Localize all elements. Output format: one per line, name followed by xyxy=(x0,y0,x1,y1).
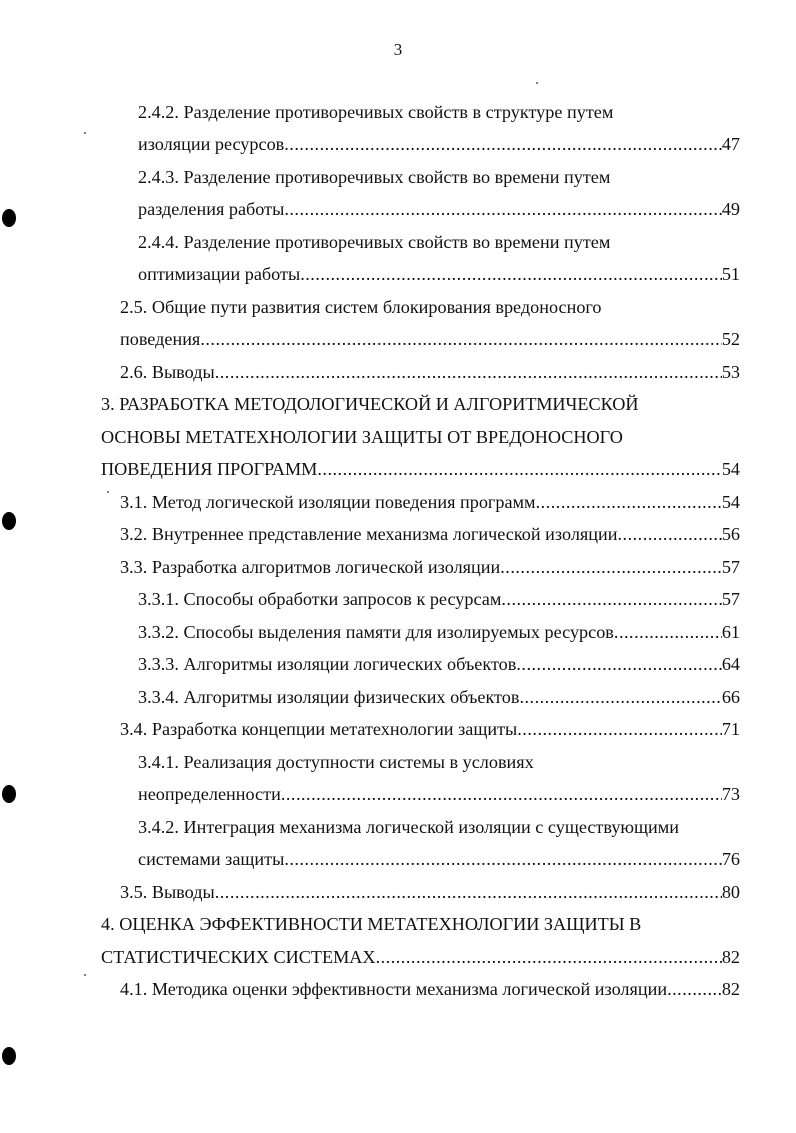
toc-leader-dots xyxy=(501,585,721,613)
toc-entry-3-5 xyxy=(120,878,740,906)
toc-leader-dots xyxy=(284,130,722,158)
toc-leader-dots xyxy=(517,715,722,743)
toc-leader-dots xyxy=(614,618,722,646)
toc-chapter-3 xyxy=(101,390,639,418)
toc-entry-title: 3.3.4. Алгоритмы изоляции физических объектов xyxy=(138,687,520,707)
scan-speck xyxy=(84,132,86,134)
toc-entry-3-2 xyxy=(120,520,740,548)
toc-entry-2-4-4 xyxy=(138,228,610,256)
hole-punch-mark xyxy=(2,1047,16,1065)
toc-leader-dots xyxy=(500,553,722,581)
toc-entry-page: 57 xyxy=(721,557,740,577)
toc-entry-title: ПОВЕДЕНИЯ ПРОГРАММ xyxy=(101,459,318,479)
toc-entry-page: 82 xyxy=(721,979,740,999)
scan-speck xyxy=(107,491,109,493)
toc-entry-title: неопределенности xyxy=(138,784,281,804)
toc-entry-3-4-1 xyxy=(138,748,534,776)
toc-leader-dots xyxy=(215,358,722,386)
toc-entry-page: 64 xyxy=(721,654,740,674)
toc-entry-title: 3.4.1. Реализация доступности системы в условиях xyxy=(138,752,534,772)
toc-entry-title: системами защиты xyxy=(138,849,285,869)
toc-entry-title: СТАТИСТИЧЕСКИХ СИСТЕМАХ xyxy=(101,947,376,967)
toc-entry-title: 3. РАЗРАБОТКА МЕТОДОЛОГИЧЕСКОЙ И АЛГОРИТМИЧЕСКОЙ xyxy=(101,394,639,414)
toc-entry-page: 71 xyxy=(721,719,740,739)
toc-entry-3-4-2-cont xyxy=(138,845,740,873)
toc-entry-3-3-3 xyxy=(138,650,740,678)
toc-entry-page: 52 xyxy=(721,329,740,349)
hole-punch-mark xyxy=(2,785,16,803)
toc-leader-dots xyxy=(516,650,721,678)
toc-chapter-4-cont xyxy=(101,943,740,971)
scan-speck xyxy=(84,974,86,976)
toc-entry-3-3-2 xyxy=(138,618,740,646)
toc-entry-2-4-2 xyxy=(138,98,613,126)
toc-entry-2-4-2-cont xyxy=(138,130,740,158)
toc-entry-page: 56 xyxy=(721,524,740,544)
toc-entry-title: 3.3. Разработка алгоритмов логической изоляции xyxy=(120,557,501,577)
toc-entry-title: 4.1. Методика оценки эффективности механизма логической изоляции xyxy=(120,979,668,999)
toc-leader-dots xyxy=(281,780,722,808)
toc-entry-title: оптимизации работы xyxy=(138,264,301,284)
toc-entry-3-1 xyxy=(120,488,740,516)
toc-entry-title: изоляции ресурсов xyxy=(138,134,285,154)
toc-entry-2-6 xyxy=(120,358,740,386)
toc-entry-title: 3.3.1. Способы обработки запросов к ресурсам xyxy=(138,589,502,609)
toc-entry-page: 57 xyxy=(721,589,740,609)
toc-entry-2-5-cont xyxy=(120,325,740,353)
toc-leader-dots xyxy=(376,943,722,971)
toc-entry-3-4 xyxy=(120,715,740,743)
toc-entry-page: 76 xyxy=(721,849,740,869)
toc-leader-dots xyxy=(536,488,722,516)
page-number: 3 xyxy=(393,40,403,59)
toc-entry-title: 2.4.3. Разделение противоречивых свойств во времени путем xyxy=(138,167,611,187)
toc-entry-2-4-3 xyxy=(138,163,610,191)
toc-entry-title: разделения работы xyxy=(138,199,285,219)
toc-entry-page: 47 xyxy=(721,134,740,154)
toc-entry-page: 54 xyxy=(721,459,740,479)
toc-entry-title: 2.4.2. Разделение противоречивых свойств в структуре путем xyxy=(138,102,614,122)
toc-entry-3-3-1 xyxy=(138,585,740,613)
toc-entry-2-4-4-cont xyxy=(138,260,740,288)
toc-leader-dots xyxy=(284,845,722,873)
toc-entry-page: 54 xyxy=(721,492,740,512)
toc-leader-dots xyxy=(215,878,722,906)
toc-entry-title: 2.5. Общие пути развития систем блокирования вредоносного xyxy=(120,297,602,317)
toc-entry-3-3-4 xyxy=(138,683,740,711)
toc-entry-page: 73 xyxy=(721,784,740,804)
toc-leader-dots xyxy=(317,455,721,483)
toc-entry-title: 2.6. Выводы xyxy=(120,362,215,382)
hole-punch-mark xyxy=(2,512,16,530)
toc-entry-page: 66 xyxy=(721,687,740,707)
toc-entry-2-5 xyxy=(120,293,602,321)
toc-entry-title: 2.4.4. Разделение противоречивых свойств во времени путем xyxy=(138,232,611,252)
toc-entry-3-4-2 xyxy=(138,813,679,841)
toc-entry-title: 3.4.2. Интеграция механизма логической изоляции с существующими xyxy=(138,817,679,837)
toc-chapter-3-cont2 xyxy=(101,455,740,483)
toc-entry-2-4-3-cont xyxy=(138,195,740,223)
toc-entry-3-3 xyxy=(120,553,740,581)
toc-entry-title: ОСНОВЫ МЕТАТЕХНОЛОГИИ ЗАЩИТЫ ОТ ВРЕДОНОСНОГО xyxy=(101,427,623,447)
toc-entry-title: 3.1. Метод логической изоляции поведения программ xyxy=(120,492,536,512)
toc-leader-dots xyxy=(519,683,721,711)
toc-leader-dots xyxy=(284,195,721,223)
toc-entry-page: 53 xyxy=(721,362,740,382)
toc-entry-page: 80 xyxy=(721,882,740,902)
scan-speck xyxy=(536,82,538,84)
toc-entry-title: 3.3.2. Способы выделения памяти для изолируемых ресурсов xyxy=(138,622,614,642)
toc-leader-dots xyxy=(667,975,722,1003)
toc-entry-title: 3.4. Разработка концепции метатехнологии защиты xyxy=(120,719,518,739)
toc-entry-page: 61 xyxy=(721,622,740,642)
toc-entry-title: 3.5. Выводы xyxy=(120,882,215,902)
toc-entry-title: поведения xyxy=(120,329,201,349)
toc-leader-dots xyxy=(300,260,722,288)
toc-entry-title: 3.3.3. Алгоритмы изоляции логических объектов xyxy=(138,654,517,674)
toc-entry-page: 51 xyxy=(721,264,740,284)
toc-entry-3-4-1-cont xyxy=(138,780,740,808)
toc-entry-title: 4. ОЦЕНКА ЭФФЕКТИВНОСТИ МЕТАТЕХНОЛОГИИ ЗАЩИТЫ В xyxy=(101,914,642,934)
toc-chapter-3-cont xyxy=(101,423,623,451)
toc-entry-4-1 xyxy=(120,975,740,1003)
toc-entry-page: 49 xyxy=(721,199,740,219)
toc-entry-title: 3.2. Внутреннее представление механизма логической изоляции xyxy=(120,524,618,544)
toc-leader-dots xyxy=(200,325,722,353)
hole-punch-mark xyxy=(2,209,16,227)
toc-entry-page: 82 xyxy=(721,947,740,967)
toc-leader-dots xyxy=(617,520,721,548)
toc-chapter-4 xyxy=(101,910,641,938)
